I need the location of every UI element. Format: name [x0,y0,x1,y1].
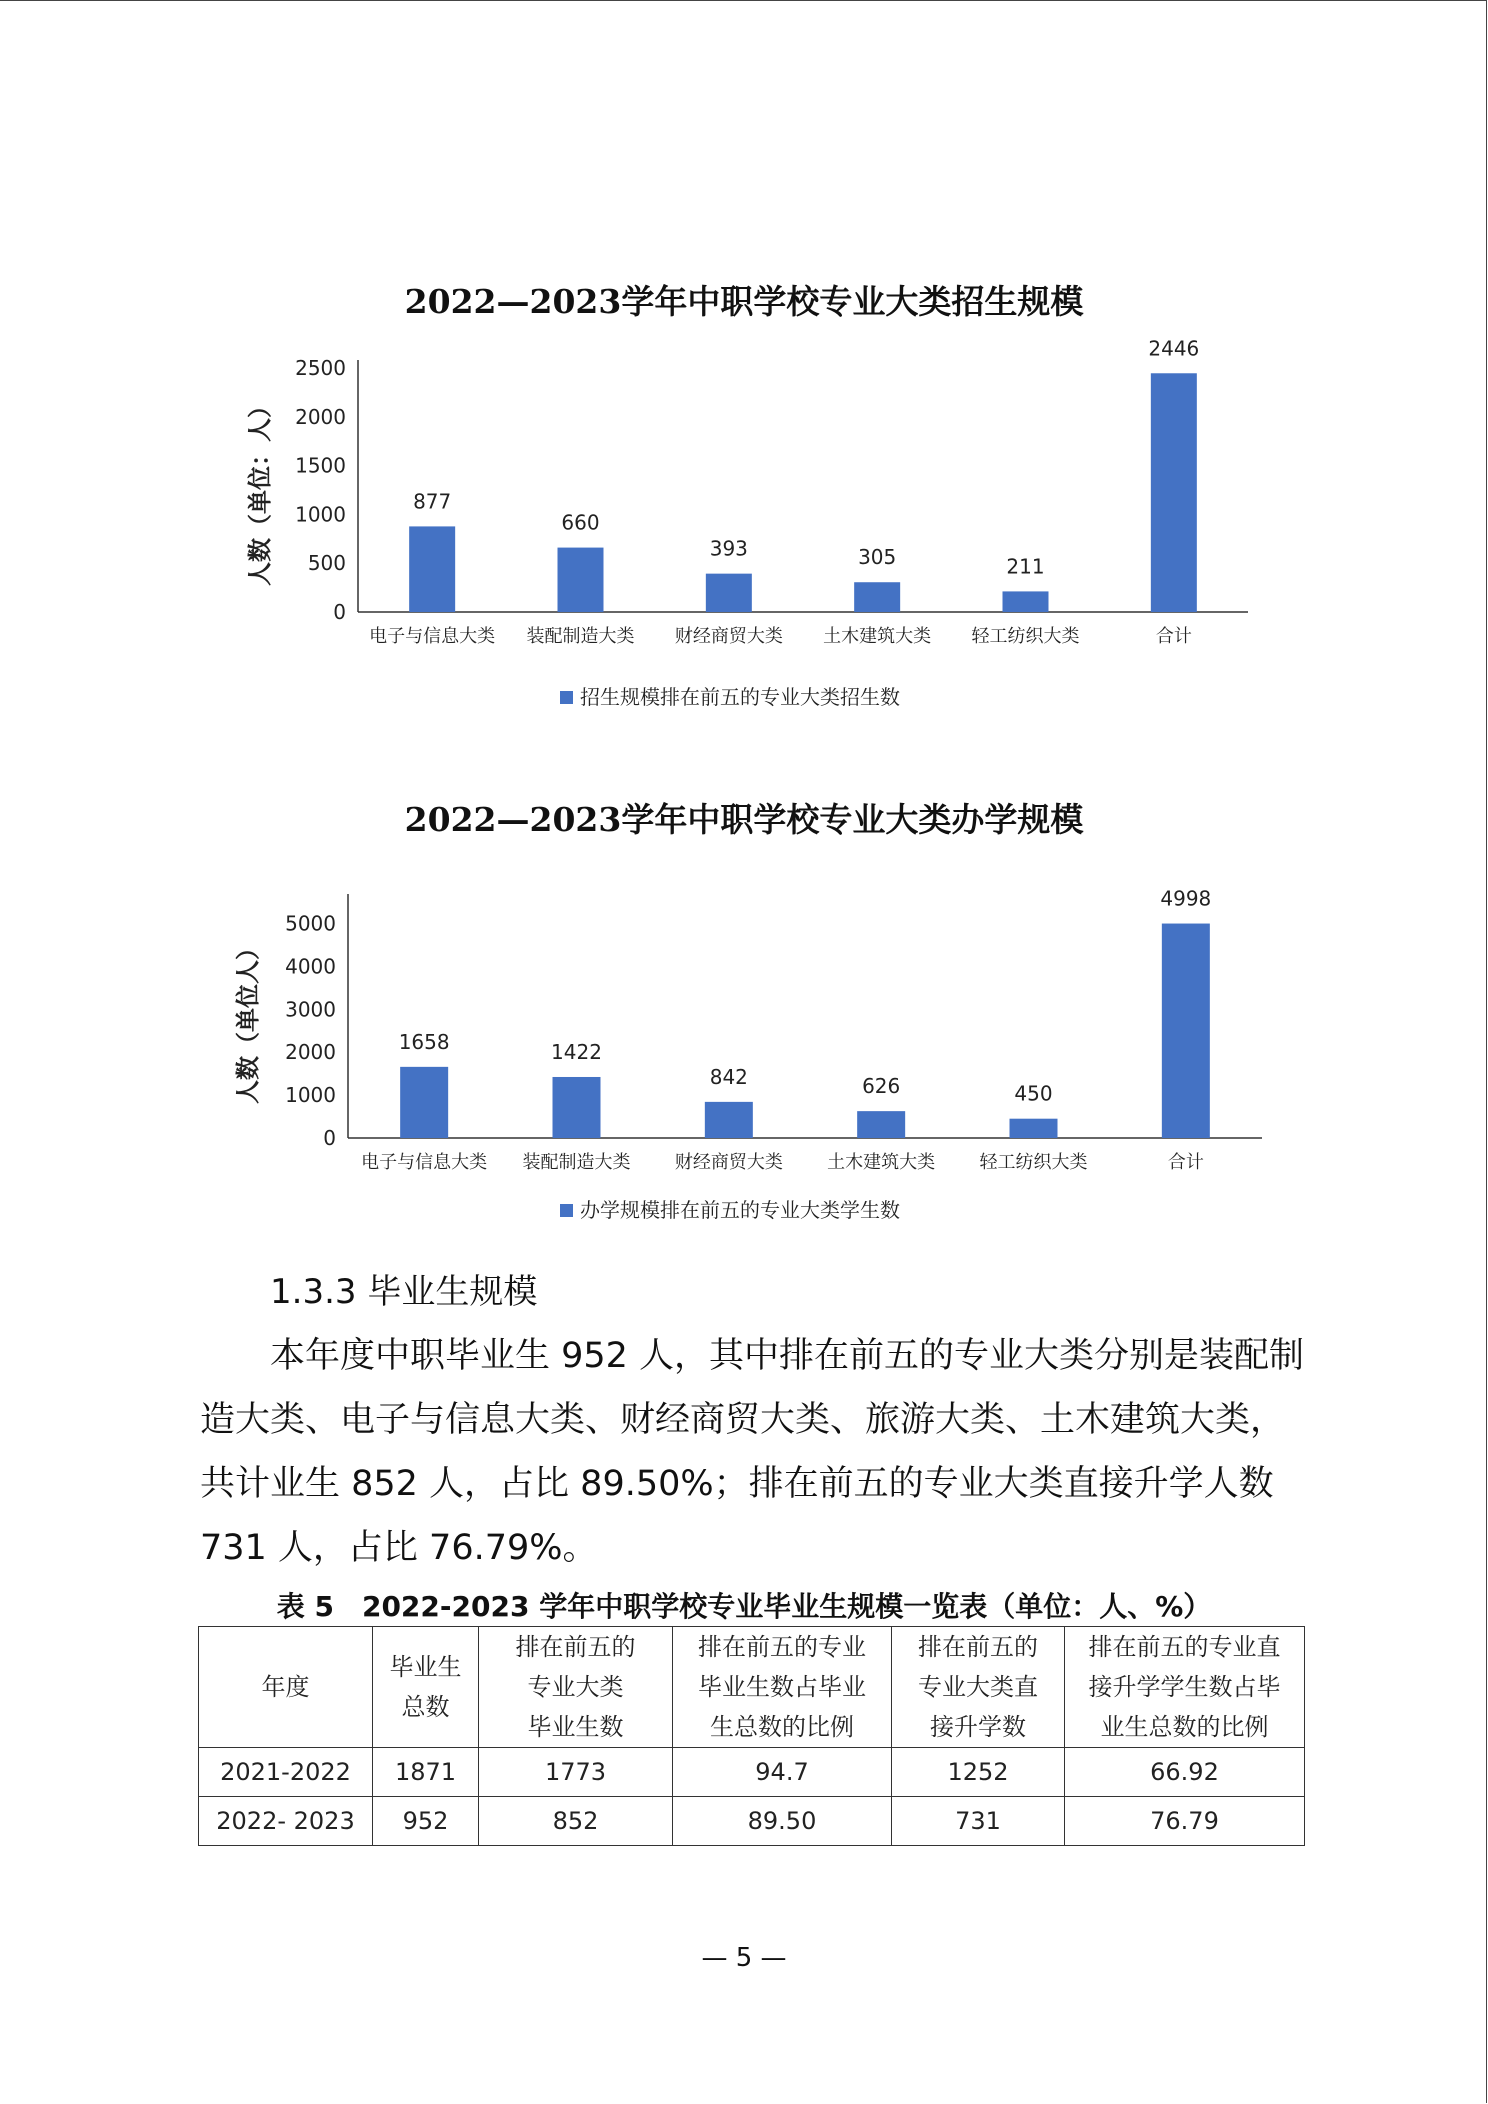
legend-swatch [560,691,573,704]
y-tick-label: 0 [323,1126,336,1150]
y-tick-label: 2000 [285,1040,336,1065]
y-tick-label: 500 [307,551,346,576]
y-tick-label: 2000 [295,404,346,429]
table-cell: 1252 [892,1748,1065,1797]
x-tick-label: 轻工纺织大类 [971,626,1080,647]
legend-swatch [560,1204,573,1217]
x-tick-label: 财经商贸大类 [674,1152,783,1173]
chart2-title: 2022—2023学年中职学校专业大类办学规模 [404,800,1084,839]
x-tick-label: 电子与信息大类 [369,626,496,647]
data-label: 660 [561,510,600,535]
bar [1010,1119,1058,1138]
chart2-svg [0,840,1488,1240]
x-tick-label: 合计 [1155,626,1192,647]
y-tick-label: 0 [333,600,346,624]
data-label: 4998 [1160,886,1212,911]
header-cell: 排在前五的专业直 接升学学生数占毕 业生总数的比例 [1065,1627,1305,1748]
bar [857,1111,905,1138]
table-cell: 1871 [373,1748,479,1797]
body-paragraph: 本年度中职毕业生 952 人，其中排在前五的专业大类分别是装配制造大类、电子与信息大类、财经商贸大类、旅游大类、土木建筑大类，共计业生 852 人，占比 89.50%；排在前五的专业大类直接升学人数 731 人，占比 76.79%。 [200,1336,1305,1568]
bar [854,582,900,612]
y-axis-label: 人数（单位人） [234,936,262,1104]
table-cell: 852 [479,1797,673,1846]
data-label: 450 [1014,1081,1053,1106]
x-tick-label: 装配制造大类 [522,1152,631,1173]
data-label: 305 [858,545,897,570]
table-cell: 1773 [479,1748,673,1797]
header-cell: 排在前五的 专业大类直 接升学数 [892,1627,1065,1748]
chart1-svg [0,300,1488,730]
header-cell: 毕业生 总数 [373,1627,479,1748]
y-tick-label: 1000 [295,502,346,527]
data-label: 393 [709,536,748,561]
bar [1162,924,1210,1138]
graduate-table [198,1626,1305,1846]
bar [553,1077,601,1138]
table-cell: 2022- 2023 [199,1797,373,1846]
table-row [199,1797,1305,1846]
data-label: 626 [862,1074,901,1099]
data-label: 877 [413,489,452,514]
chart1-title: 2022—2023学年中职学校专业大类招生规模 [404,282,1084,321]
table-cell: 952 [373,1797,479,1846]
x-tick-label: 财经商贸大类 [674,626,783,647]
data-label: 2446 [1148,336,1200,361]
x-tick-label: 轻工纺织大类 [979,1152,1088,1173]
header-cell: 排在前五的 专业大类 毕业生数 [479,1627,673,1748]
legend-label: 招生规模排在前五的专业大类招生数 [580,685,900,709]
bar [400,1067,448,1138]
y-tick-label: 5000 [285,911,336,936]
data-label: 211 [1006,554,1045,579]
section-heading: 1.3.3 毕业生规模 [270,1272,538,1312]
x-tick-label: 电子与信息大类 [361,1152,488,1173]
legend-label: 办学规模排在前五的专业大类学生数 [580,1198,900,1222]
table-row [199,1748,1305,1797]
bar [558,548,604,612]
bar [705,1102,753,1138]
bar [706,574,752,612]
data-label: 1422 [551,1039,602,1064]
y-tick-label: 4000 [285,954,336,979]
data-label: 1658 [398,1029,450,1054]
y-axis-label: 人数（单位：人） [246,394,274,586]
bar [409,526,455,612]
header-cell: 排在前五的专业 毕业生数占毕业 生总数的比例 [673,1627,892,1748]
bar [1151,373,1197,612]
table-cell: 76.79 [1065,1797,1305,1846]
page-number: — 5 — [701,1943,787,1973]
x-tick-label: 合计 [1167,1152,1204,1173]
table-cell: 731 [892,1797,1065,1846]
x-tick-label: 土木建筑大类 [823,626,932,647]
table-cell: 2021-2022 [199,1748,373,1797]
table-header-row [199,1627,1305,1748]
table-cell: 66.92 [1065,1748,1305,1797]
header-cell: 年度 [199,1627,373,1748]
y-tick-label: 2500 [295,356,346,380]
table-caption: 表 5 2022-2023 学年中职学校专业毕业生规模一览表（单位：人、%） [276,1590,1212,1623]
table-cell: 89.50 [673,1797,892,1846]
bar [1003,591,1049,612]
x-tick-label: 装配制造大类 [526,626,635,647]
y-tick-label: 1000 [285,1083,336,1108]
y-tick-label: 1500 [295,453,346,478]
table-cell: 94.7 [673,1748,892,1797]
y-tick-label: 3000 [285,997,336,1022]
data-label: 842 [709,1064,748,1089]
x-tick-label: 土木建筑大类 [827,1152,936,1173]
